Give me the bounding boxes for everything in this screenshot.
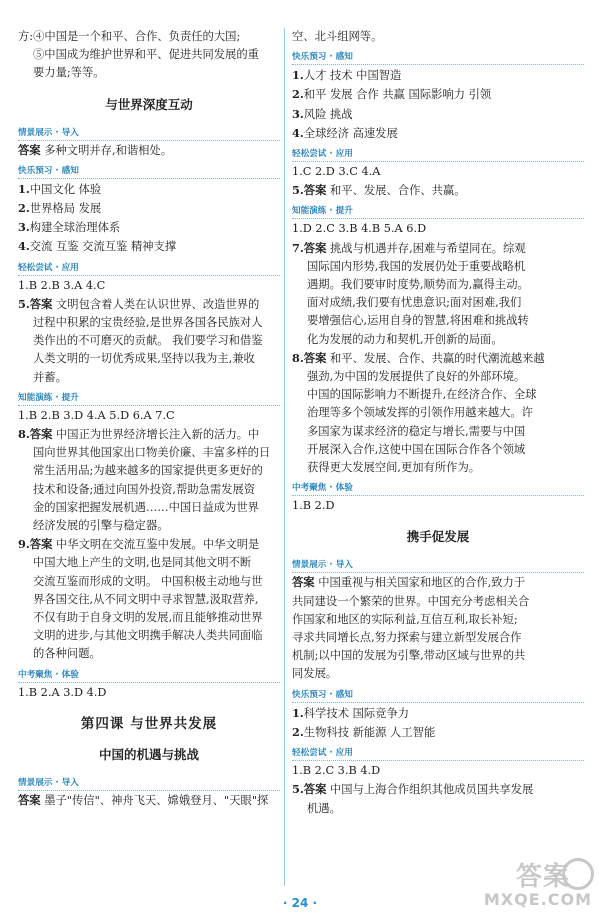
subsection-label: 情景展示 · 导入: [292, 558, 584, 573]
line-text: 人才 技术 中国智造: [303, 69, 402, 83]
answer-label: 答案: [292, 576, 315, 590]
line-text: 人类文明的一切优秀成果,坚持以我为主,兼收: [33, 352, 255, 366]
text-line: [292, 423, 584, 441]
answer-label: 答案: [29, 538, 53, 552]
text-line: [292, 459, 584, 477]
line-text: 经济发展的引擎与稳定器。: [33, 519, 169, 533]
line-text: 生物科技 新能源 人工智能: [303, 725, 436, 739]
text-line: [292, 181, 584, 200]
line-text: 遇期。我们要审时度势,顺势而为,赢得主动。: [307, 278, 529, 292]
text-line: [18, 573, 280, 591]
text-line: [18, 277, 280, 295]
question-number: 5.: [292, 782, 304, 797]
line-text: 挑战与机遇并存,困难与希望同在。综观: [326, 241, 526, 255]
text-line: [18, 28, 280, 46]
line-text: 1.C 2.D 3.C 4.A: [292, 165, 381, 179]
subsection-label: 快乐预习 · 感知: [292, 50, 584, 65]
text-line: [292, 349, 584, 368]
column-divider: [284, 28, 285, 886]
line-text: 不仅有助于自身文明的发展,而且能够推动世界: [33, 611, 263, 625]
line-text: 和平、发展、合作、共赢的时代潮流越来越: [326, 351, 545, 365]
line-text: 金的国家把握发展机遇……中国日益成为世界: [33, 500, 259, 514]
line-text: 全球经济 高速发展: [303, 126, 398, 140]
line-text: 世界格局 发展: [29, 202, 102, 216]
subsection-label: 轻松尝试 · 应用: [292, 746, 584, 761]
text-line: [18, 684, 280, 702]
line-text: 1.D 2.C 3.B 4.B 5.A 6.D: [292, 222, 427, 236]
line-text: 类作出的不可磨灭的贡献。 我们要学习和借鉴: [33, 334, 263, 348]
question-number: 9.: [18, 537, 30, 552]
line-text: 面对成绩,我们要有忧患意识;面对困难,我们: [307, 296, 522, 310]
line-text: 强劲,为中国的发展提供了良好的外部环境。: [307, 370, 526, 384]
text-line: [292, 66, 584, 85]
answer-label: 答案: [29, 297, 53, 311]
watermark-logo: [482, 856, 594, 914]
line-text: 中国大地上产生的文明,也是同其他文明不断: [33, 556, 252, 570]
text-line: [18, 627, 280, 645]
line-text: 空、北斗组网等。: [292, 30, 383, 43]
text-line: [18, 554, 280, 572]
text-line: [18, 444, 280, 462]
line-text: 交流 互鉴 交流互鉴 精神支撑: [29, 240, 177, 254]
text-line: [18, 792, 280, 810]
text-line: [18, 332, 280, 350]
line-text: 并蓄。: [33, 370, 67, 384]
text-line: [292, 220, 584, 238]
line-text: 化为发展的动力和契机,开创新的局面。: [307, 332, 503, 346]
line-text: 墨子"传信"、神舟飞天、嫦娥登月、"天眼"探: [40, 793, 269, 807]
subsection-label: 轻松尝试 · 应用: [18, 261, 280, 276]
line-text: 构建全球治理体系: [29, 221, 121, 235]
question-number: 5.: [292, 183, 304, 198]
line-text: 和平、发展、合作、共赢。: [326, 184, 466, 198]
line-text: 1.B 2.A 3.D 4.D: [18, 685, 107, 699]
line-text: 中国文化 体验: [29, 182, 102, 196]
text-line: [292, 239, 584, 258]
question-number: 4.: [18, 239, 30, 254]
answer-label: 答案: [29, 428, 53, 442]
text-line: [18, 499, 280, 517]
line-text: 1.B 2.B 3.A 4.C: [18, 278, 106, 292]
text-line: [292, 105, 584, 124]
subsection-label: 中考聚焦 · 体验: [18, 668, 280, 683]
question-number: 5.: [18, 296, 30, 311]
text-line: [292, 497, 584, 515]
answer-label: 答案: [303, 184, 327, 198]
text-line: [18, 199, 280, 218]
line-text: 的各种问题。: [33, 647, 101, 661]
text-line: [292, 124, 584, 143]
line-text: 机遇。: [307, 801, 341, 815]
line-text: 中国的国际影响力不断提升,在经济合作、全球: [307, 388, 537, 402]
line-text: 要力量;等等。: [33, 66, 105, 80]
text-line: [292, 611, 584, 629]
text-line: [18, 46, 280, 64]
line-text: 1.B 2.C 3.B 4.D: [292, 764, 381, 778]
answer-label: 答案: [18, 143, 41, 157]
right-column: [292, 28, 584, 818]
line-text: 中国与上海合作组织其他成员国共享发展: [326, 783, 534, 797]
answer-label: 答案: [18, 793, 41, 807]
text-line: [292, 276, 584, 294]
text-line: [292, 404, 584, 422]
text-line: [18, 645, 280, 663]
text-line: [292, 85, 584, 104]
subsection-label: 情景展示 · 导入: [18, 776, 280, 791]
text-line: [292, 258, 584, 276]
text-line: [292, 331, 584, 349]
lesson-title: 第四课 与世界共发展: [80, 715, 218, 732]
subsection-label: 快乐预习 · 感知: [292, 688, 584, 703]
question-number: 4.: [292, 125, 304, 140]
question-number: 1.: [292, 68, 304, 83]
line-text: 方:④中国是一个和平、合作、负责任的大国;: [18, 30, 241, 43]
question-number: 1.: [292, 705, 304, 720]
watermark-text: 答案: [515, 862, 570, 892]
text-line: [292, 368, 584, 386]
question-number: 8.: [18, 427, 30, 442]
text-line: [18, 295, 280, 314]
text-line: [292, 28, 584, 46]
line-text: 机制;以中国的发展为引擎,带动区域与世界的共: [292, 649, 526, 663]
line-text: 1.B 2.B 3.D 4.A 5.D 6.A 7.C: [18, 408, 175, 422]
text-line: [292, 800, 584, 818]
question-number: 2.: [292, 724, 304, 739]
line-text: 多种文明并存,和谐相处。: [40, 143, 173, 157]
text-line: [18, 314, 280, 332]
watermark-url: MXQE.COM: [483, 890, 592, 909]
line-text: 技术和设备;通过向国外投资,帮助急需发展资: [33, 482, 256, 496]
subsection-label: 知能演练 · 提升: [18, 391, 280, 406]
question-number: 3.: [18, 220, 30, 235]
line-text: 交流互鉴而形成的文明。 中国积极主动地与世: [33, 574, 263, 588]
text-line: [292, 312, 584, 330]
left-column: [18, 28, 280, 810]
question-number: 1.: [18, 181, 30, 196]
text-line: [18, 591, 280, 609]
line-text: 要增强信心,运用自身的智慧,将困难和挑战转: [307, 314, 529, 328]
text-line: [18, 517, 280, 535]
text-line: [18, 462, 280, 480]
line-text: 和平 发展 合作 共赢 国际影响力 引领: [303, 88, 492, 102]
text-line: [18, 350, 280, 368]
page-number: · 24 ·: [282, 896, 318, 910]
line-text: 治理等多个领域发挥的引领作用越来越大。许: [307, 406, 533, 420]
text-line: [18, 237, 280, 256]
subsection-label: 中考聚焦 · 体验: [292, 481, 584, 496]
question-number: 2.: [18, 201, 30, 216]
text-line: [18, 369, 280, 387]
answer-label: 答案: [303, 783, 327, 797]
line-text: 过程中积累的宝贵经验,是世界各国各民族对人: [33, 316, 263, 330]
text-line: [292, 441, 584, 459]
subsection-label: 情景展示 · 导入: [18, 126, 280, 141]
text-line: [292, 163, 584, 181]
text-line: [292, 780, 584, 799]
text-line: [292, 762, 584, 780]
text-line: [18, 64, 280, 82]
question-number: 8.: [292, 350, 304, 365]
subsection-label: 快乐预习 · 感知: [18, 164, 280, 179]
line-text: 获得更大发展空间,更加有所作为。: [307, 461, 481, 475]
text-line: [18, 218, 280, 237]
text-line: [18, 407, 280, 425]
line-text: 开展深入合作,这使中国在国际合作各个领域: [307, 442, 526, 456]
text-line: [292, 647, 584, 665]
question-number: 7.: [292, 240, 304, 255]
line-text: 中华文明在交流互鉴中发展。中华文明是: [52, 538, 260, 552]
line-text: ⑤中国成为维护世界和平、促进共同发展的重: [33, 48, 259, 62]
text-line: [18, 609, 280, 627]
line-text: 文明包含着人类在认识世界、改造世界的: [52, 297, 260, 311]
text-line: [292, 294, 584, 312]
question-number: 2.: [292, 87, 304, 102]
section-title: 中国的机遇与挑战: [98, 746, 199, 762]
text-line: [18, 425, 280, 444]
text-line: [292, 665, 584, 683]
line-text: 国向世界其他国家出口物美价廉、丰富多样的日: [33, 446, 271, 460]
text-line: [292, 574, 584, 592]
answer-label: 答案: [303, 351, 327, 365]
text-line: [292, 386, 584, 404]
text-line: [18, 142, 280, 160]
text-line: [18, 481, 280, 499]
line-text: 界各国交往,从不同文明中寻求智慧,汲取营养,: [33, 592, 259, 606]
subsection-label: 知能演练 · 提升: [292, 204, 584, 219]
line-text: 多国家为谋求经济的稳定与增长,需要与中国: [307, 424, 526, 438]
line-text: 常生活用品;为越来越多的国家提供更多更好的: [33, 464, 263, 478]
line-text: 风险 挑战: [303, 107, 353, 121]
line-text: 文明的进步,与其他文明携手解决人类共同面临: [33, 629, 263, 643]
subsection-label: 轻松尝试 · 应用: [292, 147, 584, 162]
line-text: 同发展。: [292, 667, 338, 681]
text-line: [292, 704, 584, 723]
text-line: [292, 723, 584, 742]
text-line: [18, 535, 280, 554]
section-title: 携手促发展: [406, 529, 470, 545]
line-text: 科学技术 国际竞争力: [303, 706, 410, 720]
line-text: 1.B 2.D: [292, 499, 335, 513]
text-line: [292, 629, 584, 647]
line-text: 寻求共同增长点,努力探索与建立新型发展合作: [292, 631, 522, 645]
line-text: 中国正为世界经济增长注入新的活力。中: [52, 428, 260, 442]
line-text: 共同建设一个繁荣的世界。中国充分考虑相关合: [292, 594, 530, 608]
line-text: 中国重视与相关国家和地区的合作,致力于: [314, 576, 526, 590]
question-number: 3.: [292, 106, 304, 121]
line-text: 作国家和地区的实际利益,互信互利,取长补短;: [292, 612, 518, 626]
answer-label: 答案: [303, 241, 327, 255]
section-title: 与世界深度互动: [105, 96, 193, 112]
text-line: [292, 593, 584, 611]
line-text: 国际国内形势,我国的发展仍处于重要战略机: [307, 259, 526, 273]
text-line: [18, 180, 280, 199]
